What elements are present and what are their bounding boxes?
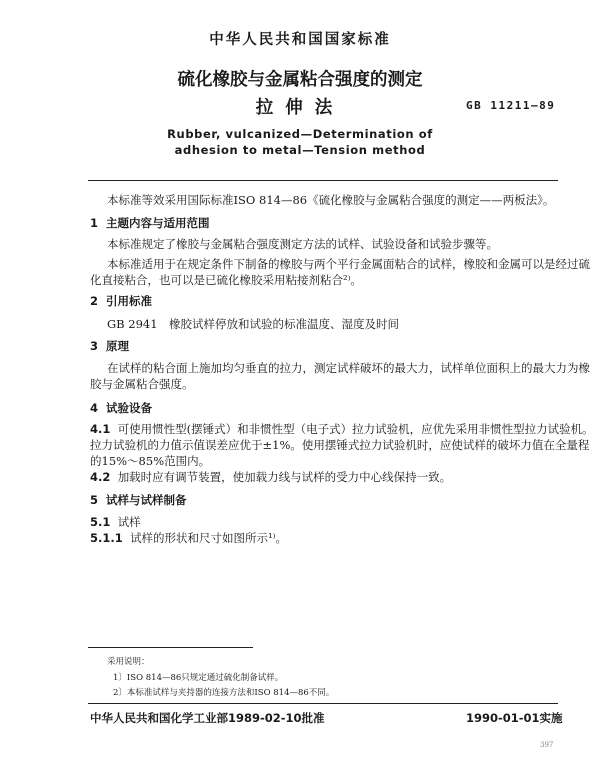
- footnote-label: 采用说明：: [107, 657, 150, 667]
- footer-divider: [88, 703, 558, 704]
- section-number: 4: [90, 401, 99, 415]
- footnote-divider: [88, 647, 253, 648]
- clause-number: 4.1: [90, 422, 111, 436]
- footnote-2: 2〕本标准试样与夹持器的连接方法和ISO 814—86不同。: [113, 688, 335, 698]
- clause-4-2: [90, 469, 451, 485]
- section-5-heading: [90, 492, 187, 508]
- section-title: 主题内容与适用范围: [106, 216, 210, 230]
- clause-text: 试样的形状和尺寸如图所示¹⁾。: [130, 531, 287, 545]
- section-number: 2: [90, 294, 99, 308]
- section-1-paragraph-2-line2: 化直接粘合，也可以是已硫化橡胶采用粘接剂粘合²⁾。: [90, 273, 362, 287]
- section-3-heading: [90, 338, 129, 354]
- approval-statement: 中华人民共和国化学工业部1989-02-10批准: [90, 711, 325, 725]
- clause-text: 加载时应有调节装置，使加载力线与试样的受力中心线保持一致。: [117, 470, 452, 484]
- referenced-standard: GB 2941 橡胶试样停放和试验的标准温度、湿度及时间: [107, 317, 400, 331]
- intro-paragraph: 本标准等效采用国际标准ISO 814—86《硫化橡胶与金属粘合强度的测定——两板法》。: [107, 193, 555, 207]
- english-title-line1: Rubber, vulcanized—Determination of: [167, 127, 433, 141]
- section-number: 3: [90, 339, 99, 353]
- section-1-paragraph-1: 本标准规定了橡胶与金属粘合强度测定方法的试样、试验设备和试验步骤等。: [107, 237, 498, 251]
- section-4-heading: [90, 400, 152, 416]
- implementation-date: 1990-01-01实施: [466, 711, 563, 725]
- clause-5-1: [90, 514, 141, 530]
- section-number: 1: [90, 216, 99, 230]
- section-3-paragraph-line1: 在试样的粘合面上施加均匀垂直的拉力，测定试样破坏的最大力，试样单位面积上的最大力为橡: [107, 361, 590, 375]
- section-3-paragraph-line2: 胶与金属粘合强度。: [90, 377, 194, 391]
- clause-text: 可使用惯性型(摆锤式）和非惯性型（电子式）拉力试验机，应优先采用非惯性型拉力试验机。: [117, 422, 594, 436]
- clause-text: 试样: [117, 515, 141, 529]
- clause-4-1-line3: 的15%～85%范围内。: [90, 454, 211, 468]
- section-title: 试样与试样制备: [106, 493, 187, 507]
- clause-5-1-1: [90, 530, 287, 546]
- section-title: 试验设备: [106, 401, 153, 415]
- page-number: 397: [540, 741, 554, 749]
- document-title-line2: 拉伸法: [255, 98, 345, 118]
- section-1-paragraph-2-line1: 本标准适用于在规定条件下制备的橡胶与两个平行金属面粘合的试样，橡胶和金属可以是经过硫: [107, 257, 590, 271]
- section-title: 原理: [106, 339, 130, 353]
- clause-number: 5.1.1: [90, 531, 123, 545]
- section-title: 引用标准: [106, 294, 153, 308]
- document-title-line1: 硫化橡胶与金属粘合强度的测定: [177, 70, 423, 90]
- section-number: 5: [90, 493, 99, 507]
- standard-number: GB 11211—89: [466, 99, 556, 112]
- footnote-1: 1〕ISO 814—86只规定通过硫化制备试样。: [113, 673, 284, 683]
- section-2-heading: [90, 293, 152, 309]
- clause-4-1-line2: 拉力试验机的力值示值误差应优于±1%。使用摆锤式拉力试验机时，应使试样的破坏力值在全量程: [90, 438, 590, 452]
- header-divider: [88, 180, 558, 181]
- section-1-heading: [90, 215, 210, 231]
- clause-4-1-line1: [90, 421, 594, 437]
- english-title-line2: adhesion to metal—Tension method: [174, 143, 426, 157]
- clause-number: 5.1: [90, 515, 111, 529]
- country-standard-heading: 中华人民共和国国家标准: [209, 32, 391, 48]
- clause-number: 4.2: [90, 470, 111, 484]
